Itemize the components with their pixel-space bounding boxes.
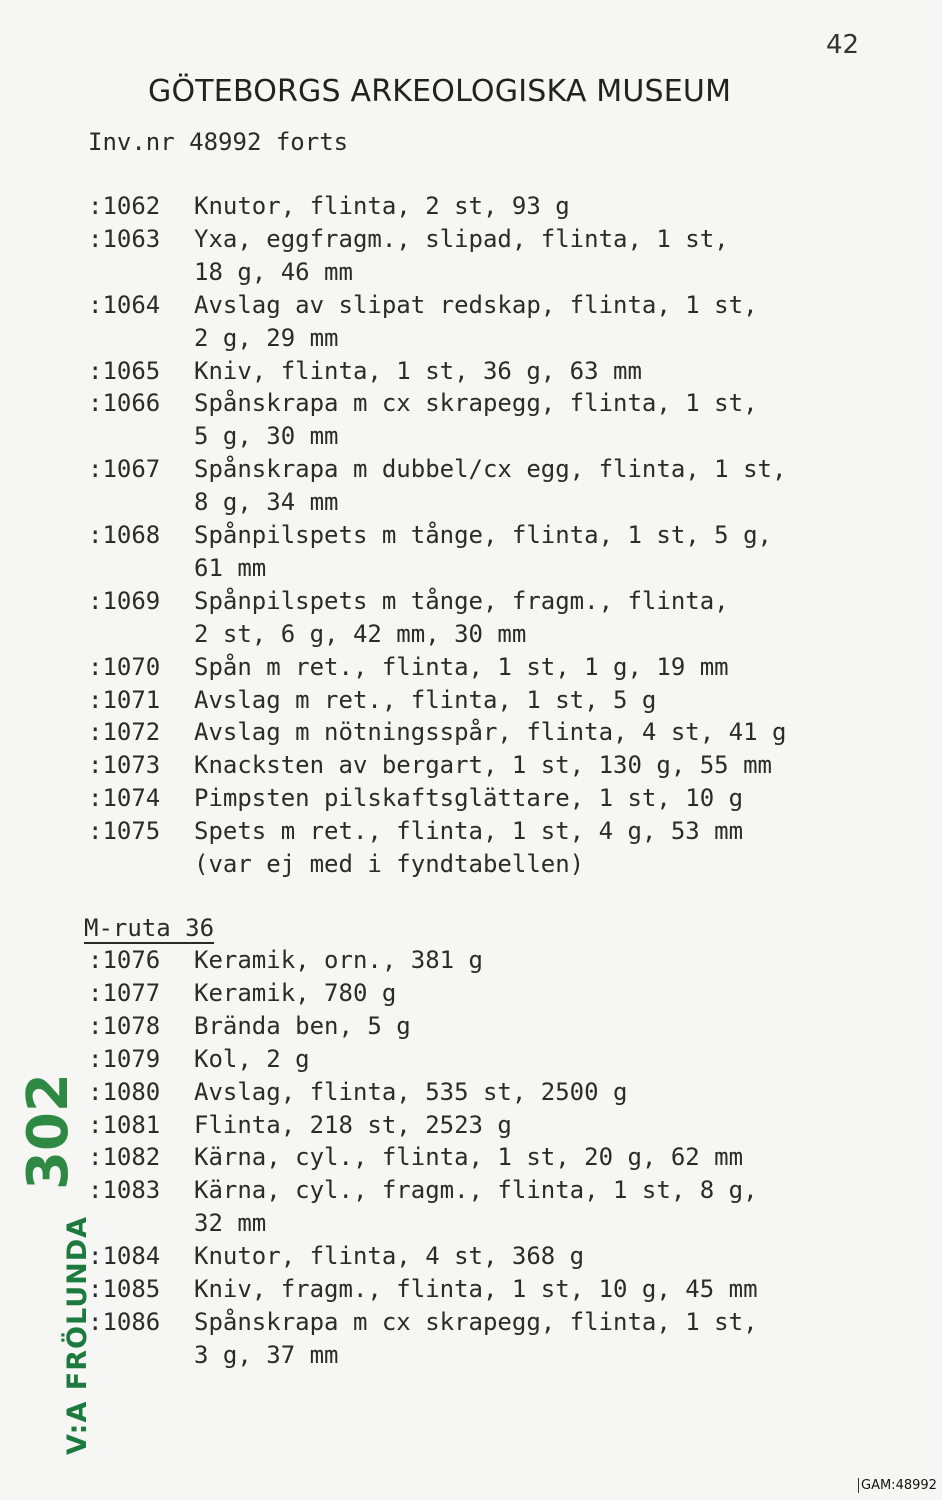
entry-number: :1070 [88, 652, 161, 681]
entry-description-continued: 3 g, 37 mm [194, 1340, 339, 1369]
entry-number: :1068 [88, 521, 161, 549]
entry-description: Spån m ret., flinta, 1 st, 1 g, 19 mm [194, 652, 729, 681]
entry-number: :1083 [88, 1176, 161, 1205]
entry-description: Spånskrapa m cx skrapegg, flinta, 1 st, [194, 389, 758, 418]
section-heading: M-ruta 36 [84, 914, 215, 942]
entry-description: Knutor, flinta, 2 st, 93 g [194, 192, 570, 220]
entry-description: Avslag, flinta, 535 st, 2500 g [194, 1077, 628, 1106]
entry-description: Kniv, flinta, 1 st, 36 g, 63 mm [194, 356, 642, 385]
museum-title: GÖTEBORGS ARKEOLOGISKA MUSEUM [148, 74, 732, 109]
entry-number: :1079 [88, 1044, 161, 1073]
entry-number: :1076 [88, 946, 161, 974]
entry-number: :1081 [88, 1110, 161, 1139]
entry-number: :1069 [88, 586, 161, 615]
entry-description: Keramik, orn., 381 g [194, 946, 483, 974]
entry-number: :1062 [88, 192, 161, 220]
entry-description: Avslag m ret., flinta, 1 st, 5 g [194, 685, 657, 714]
entry-description: Avslag m nötningsspår, flinta, 4 st, 41 g [194, 718, 787, 747]
entry-number: :1063 [88, 224, 161, 253]
entry-description: Spånskrapa m dubbel/cx egg, flinta, 1 st, [194, 455, 787, 484]
entry-description: Spets m ret., flinta, 1 st, 4 g, 53 mm [194, 817, 744, 846]
inventory-number: Inv.nr 48992 forts [88, 128, 349, 156]
entry-description: Spånskrapa m cx skrapegg, flinta, 1 st, [194, 1307, 758, 1336]
entry-description: Brända ben, 5 g [194, 1011, 411, 1040]
entry-description: Kärna, cyl., flinta, 1 st, 20 g, 62 mm [194, 1143, 744, 1172]
entry-number: :1072 [88, 718, 161, 747]
archive-reference: GAM:48992 [858, 1478, 937, 1493]
entry-number: :1064 [88, 290, 161, 319]
entry-description: Flinta, 218 st, 2523 g [194, 1110, 512, 1139]
entry-description-continued: (var ej med i fyndtabellen) [194, 850, 585, 878]
entry-description: Knacksten av bergart, 1 st, 130 g, 55 mm [194, 751, 772, 780]
entry-description: Avslag av slipat redskap, flinta, 1 st, [194, 290, 758, 319]
page-number: 42 [826, 30, 860, 60]
entry-number: :1086 [88, 1307, 161, 1336]
entry-number: :1065 [88, 356, 161, 385]
entry-number: :1080 [88, 1077, 161, 1106]
entry-description: Keramik, 780 g [194, 978, 397, 1007]
entry-description: Knutor, flinta, 4 st, 368 g [194, 1242, 585, 1271]
entry-number: :1066 [88, 389, 161, 418]
entry-number: :1071 [88, 685, 161, 714]
entry-description: Spånpilspets m tånge, flinta, 1 st, 5 g, [194, 521, 772, 549]
entry-number: :1077 [88, 978, 161, 1007]
entry-number: :1084 [88, 1242, 161, 1271]
entry-number: :1067 [88, 455, 161, 484]
entry-number: :1073 [88, 751, 161, 780]
entry-description: Kärna, cyl., fragm., flinta, 1 st, 8 g, [194, 1176, 758, 1205]
entry-number: :1075 [88, 817, 161, 846]
entry-number: :1074 [88, 784, 161, 813]
entry-description-continued: 32 mm [194, 1209, 267, 1238]
stamp-number: 302 [16, 1073, 81, 1190]
entry-number: :1078 [88, 1011, 161, 1040]
entry-description: Kniv, fragm., flinta, 1 st, 10 g, 45 mm [194, 1275, 758, 1303]
entry-description: Kol, 2 g [194, 1044, 310, 1073]
entry-number: :1082 [88, 1143, 161, 1172]
entry-description: Pimpsten pilskaftsglättare, 1 st, 10 g [194, 784, 744, 813]
entry-description: Yxa, eggfragm., slipad, flinta, 1 st, [194, 224, 729, 253]
entry-description-continued: 61 mm [194, 553, 267, 582]
entry-number: :1085 [88, 1275, 161, 1303]
stamp-text: V:A FRÖLUNDA [62, 1215, 93, 1455]
entry-description-continued: 2 g, 29 mm [194, 323, 339, 352]
entry-description-continued: 5 g, 30 mm [194, 422, 339, 451]
entry-description-continued: 2 st, 6 g, 42 mm, 30 mm [194, 619, 527, 648]
entry-description-continued: 8 g, 34 mm [194, 488, 339, 517]
entry-description-continued: 18 g, 46 mm [194, 257, 353, 286]
entry-description: Spånpilspets m tånge, fragm., flinta, [194, 586, 729, 615]
